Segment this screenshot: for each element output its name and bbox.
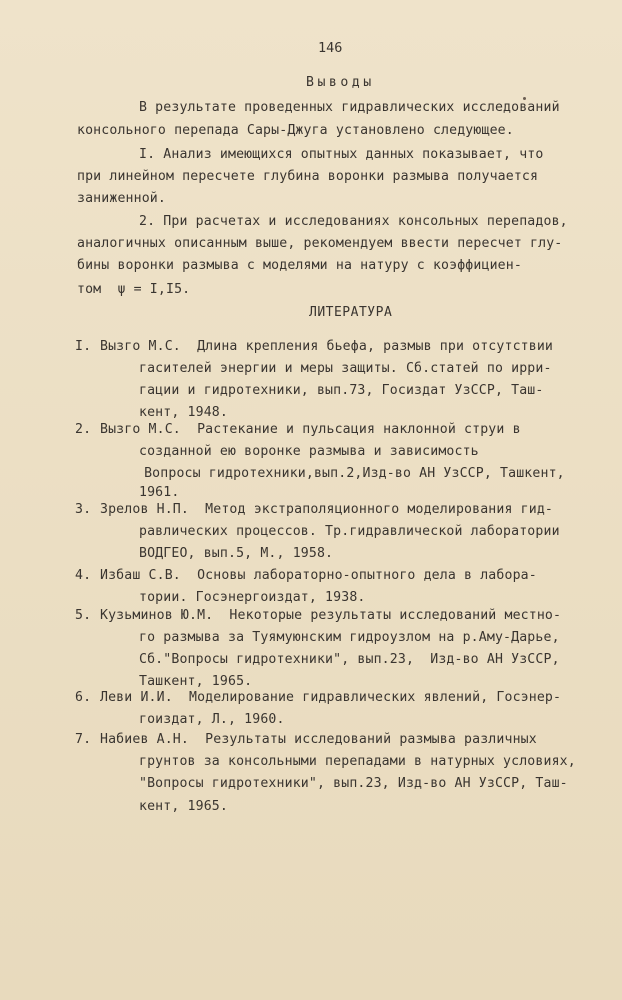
conclusions-line: I. Анализ имеющихся опытных данных показывает, что bbox=[139, 147, 544, 162]
reference-line: Сб."Вопросы гидротехники", вып.23, Изд-во АН УзССР, bbox=[139, 652, 560, 667]
reference-line: созданной ею воронке размыва и зависимость bbox=[139, 444, 479, 459]
conclusions-heading: Выводы bbox=[306, 75, 375, 90]
conclusions-line: бины воронки размыва с моделями на натуру с коэффициен- bbox=[77, 258, 522, 273]
conclusions-line: при линейном пересчете глубина воронки размыва получается bbox=[77, 169, 539, 184]
reference-number: I. bbox=[75, 339, 92, 354]
conclusions-line: консольного перепада Сары-Джуга установлено следующее. bbox=[77, 123, 514, 138]
reference-line: гоиздат, Л., 1960. bbox=[139, 712, 285, 727]
reference-line: гасителей энергии и меры защиты. Сб.статей по ирри- bbox=[139, 361, 552, 376]
conclusions-line: 2. При расчетах и исследованиях консольных перепадов, bbox=[139, 214, 568, 229]
reference-line: Вызго М.С. Растекание и пульсация наклонной струи в bbox=[100, 422, 521, 437]
reference-line: ВОДГЕО, вып.5, М., 1958. bbox=[139, 546, 334, 561]
reference-line: тории. Госэнергоиздат, 1938. bbox=[139, 590, 366, 605]
reference-line: Зрелов Н.П. Метод экстраполяционного моделирования гид- bbox=[100, 502, 554, 517]
conclusions-line: том ψ = I,I5. bbox=[77, 282, 191, 297]
reference-number: 6. bbox=[75, 690, 92, 705]
reference-number: 5. bbox=[75, 608, 92, 623]
reference-line: 1961. bbox=[139, 485, 180, 500]
reference-number: 7. bbox=[75, 732, 92, 747]
reference-line: го размыва за Туямуюнским гидроузлом на р.Аму-Дарье, bbox=[139, 630, 560, 645]
conclusions-line: В результате проведенных гидравлических исследований bbox=[139, 100, 560, 115]
reference-line: Кузьминов Ю.М. Некоторые результаты исследований местно- bbox=[100, 608, 562, 623]
reference-number: 2. bbox=[75, 422, 92, 437]
reference-line: равлических процессов. Тр.гидравлической лаборатории bbox=[139, 524, 560, 539]
reference-line: кент, 1965. bbox=[139, 799, 228, 814]
reference-line: Вопросы гидротехники,вып.2,Изд-во АН УзССР, Ташкент, bbox=[136, 466, 565, 481]
reference-number: 3. bbox=[75, 502, 92, 517]
reference-line: Леви И.И. Моделирование гидравлических явлений, Госэнер- bbox=[100, 690, 562, 705]
reference-line: гации и гидротехники, вып.73, Госиздат УзССР, Таш- bbox=[139, 383, 544, 398]
reference-line: "Вопросы гидротехники", вып.23, Изд-во АН УзССР, Таш- bbox=[139, 776, 568, 791]
literature-heading: ЛИТЕРАТУРА bbox=[309, 305, 393, 320]
reference-line: грунтов за консольными перепадами в натурных условиях, bbox=[139, 754, 576, 769]
reference-number: 4. bbox=[75, 568, 92, 583]
reference-line: Набиев А.Н. Результаты исследований размыва различных bbox=[100, 732, 537, 747]
reference-line: Ташкент, 1965. bbox=[139, 674, 253, 689]
conclusions-line: заниженной. bbox=[77, 191, 166, 206]
reference-line: Вызго М.С. Длина крепления бьефа, размыв при отсутствии bbox=[100, 339, 554, 354]
page-number: 146 bbox=[318, 40, 343, 56]
conclusions-line: аналогичных описанным выше, рекомендуем ввести пересчет глу- bbox=[77, 236, 563, 251]
reference-line: кент, 1948. bbox=[139, 405, 228, 420]
reference-line: Избаш С.В. Основы лабораторно-опытного дела в лабора- bbox=[100, 568, 537, 583]
